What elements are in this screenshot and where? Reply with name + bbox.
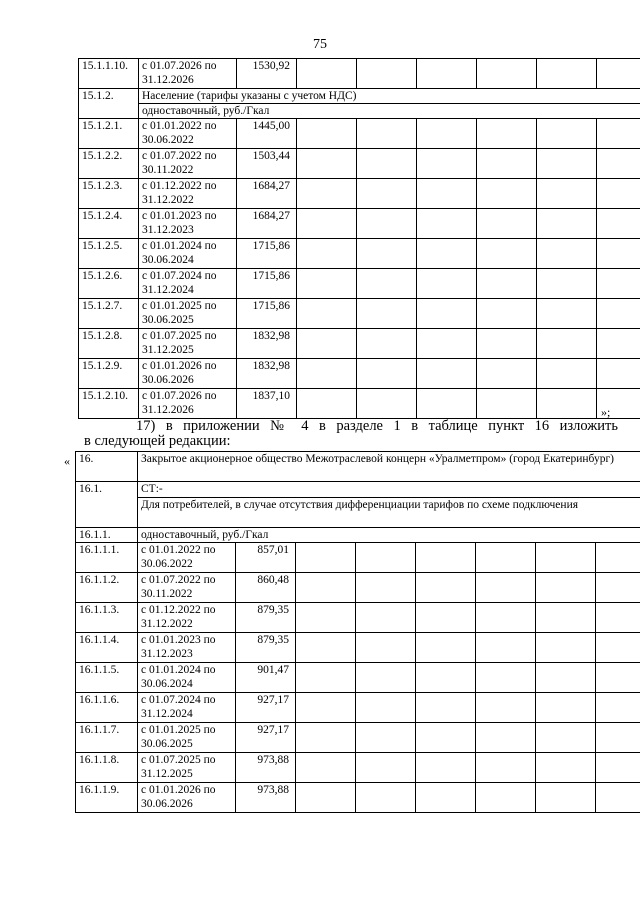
empty-cell: [297, 179, 357, 209]
table-row: [79, 359, 640, 389]
row-value: 1832,98: [237, 329, 297, 359]
table-row: [76, 543, 640, 573]
row-period: с 01.07.2025 по 31.12.2025: [138, 753, 236, 783]
sub-number: 16.1.1.: [76, 528, 138, 543]
empty-cell: [536, 663, 596, 693]
empty-cell: [296, 633, 356, 663]
row-period: с 01.07.2026 по 31.12.2026: [139, 389, 237, 419]
empty-cell: [357, 119, 417, 149]
table-row: [79, 119, 640, 149]
empty-cell: [416, 753, 476, 783]
row-number: 16.1.1.2.: [76, 573, 138, 603]
row-number: 16.1.1.6.: [76, 693, 138, 723]
empty-cell: [477, 119, 537, 149]
consumers-label: Для потребителей, в случае отсутствия дифференциации тарифов по схеме подключения: [138, 498, 640, 528]
empty-cell: [356, 783, 416, 813]
empty-cell: [356, 723, 416, 753]
empty-cell: [357, 269, 417, 299]
empty-cell: [297, 59, 357, 89]
empty-cell: [476, 573, 536, 603]
table-row: [76, 783, 640, 813]
row-number: 16.1.1.7.: [76, 723, 138, 753]
row-period: с 01.01.2026 по 30.06.2026: [139, 359, 237, 389]
row-period: с 01.01.2022 по 30.06.2022: [139, 119, 237, 149]
row-number: 15.1.2.9.: [79, 359, 139, 389]
empty-cell: [356, 663, 416, 693]
empty-cell: [596, 753, 640, 783]
row-period: с 01.01.2023 по 31.12.2023: [139, 209, 237, 239]
row-value: 879,35: [236, 633, 296, 663]
table-row: [76, 663, 640, 693]
tariff-table-16: [75, 451, 640, 813]
row-period: с 01.01.2022 по 30.06.2022: [138, 543, 236, 573]
row-period: с 01.12.2022 по 31.12.2022: [139, 179, 237, 209]
row-period: с 01.07.2022 по 30.11.2022: [138, 573, 236, 603]
empty-cell: [476, 693, 536, 723]
empty-cell: [476, 723, 536, 753]
table-row: [76, 693, 640, 723]
empty-cell: [296, 753, 356, 783]
empty-cell: [417, 149, 477, 179]
empty-cell: [356, 603, 416, 633]
empty-cell: [596, 633, 640, 663]
empty-cell: [597, 179, 640, 209]
empty-cell: [597, 149, 640, 179]
empty-cell: [417, 179, 477, 209]
row-number: 15.1.2.8.: [79, 329, 139, 359]
empty-cell: [537, 329, 597, 359]
empty-cell: [536, 543, 596, 573]
row-period: с 01.07.2024 по 31.12.2024: [138, 693, 236, 723]
empty-cell: [417, 239, 477, 269]
empty-cell: [296, 693, 356, 723]
row-number: 15.1.2.10.: [79, 389, 139, 419]
row-value: 1715,86: [237, 239, 297, 269]
empty-cell: [356, 693, 416, 723]
row-number: 16.1.1.4.: [76, 633, 138, 663]
empty-cell: [477, 299, 537, 329]
table-row: [76, 723, 640, 753]
closing-quote: »;: [601, 405, 611, 419]
row-number: 16.1.1.3.: [76, 603, 138, 633]
empty-cell: [296, 543, 356, 573]
empty-cell: [357, 359, 417, 389]
table-row: [76, 753, 640, 783]
row-value: 1715,86: [237, 269, 297, 299]
empty-cell: [476, 783, 536, 813]
empty-cell: [537, 269, 597, 299]
empty-cell: [596, 603, 640, 633]
st-number: 16.1.: [76, 482, 138, 528]
empty-cell: [416, 603, 476, 633]
row-value: 973,88: [236, 783, 296, 813]
empty-cell: [296, 723, 356, 753]
subheader-row: [79, 104, 640, 119]
row-value: 927,17: [236, 723, 296, 753]
empty-cell: [596, 543, 640, 573]
empty-cell: [477, 179, 537, 209]
amendment-paragraph: [84, 419, 618, 449]
empty-cell: [356, 573, 416, 603]
empty-cell: [417, 329, 477, 359]
empty-cell: [537, 59, 597, 89]
empty-cell: [477, 329, 537, 359]
table-row: [79, 299, 640, 329]
row-number: 16.1.1.9.: [76, 783, 138, 813]
empty-cell: [477, 359, 537, 389]
group-row: [79, 89, 640, 104]
row-number: 15.1.2.7.: [79, 299, 139, 329]
empty-cell: [477, 59, 537, 89]
empty-cell: [297, 269, 357, 299]
empty-cell: [296, 573, 356, 603]
row-value: 973,88: [236, 753, 296, 783]
row-value: 1837,10: [237, 389, 297, 419]
empty-cell: [477, 269, 537, 299]
row-number: 15.1.2.2.: [79, 149, 139, 179]
subheader-row: [76, 528, 640, 543]
row-number: 16.1.1.1.: [76, 543, 138, 573]
empty-cell: [596, 693, 640, 723]
empty-cell: [357, 149, 417, 179]
empty-cell: [297, 119, 357, 149]
empty-cell: [357, 389, 417, 419]
empty-cell: [596, 573, 640, 603]
row-period: с 01.07.2025 по 31.12.2025: [139, 329, 237, 359]
empty-cell: [536, 753, 596, 783]
row-period: с 01.12.2022 по 31.12.2022: [138, 603, 236, 633]
row-number: 15.1.2.1.: [79, 119, 139, 149]
empty-cell: [417, 389, 477, 419]
row-value: 901,47: [236, 663, 296, 693]
empty-cell: [297, 389, 357, 419]
subheader-label: одноставочный, руб./Гкал: [139, 104, 640, 119]
empty-cell: [477, 389, 537, 419]
table-row: [79, 389, 640, 419]
row-value: 857,01: [236, 543, 296, 573]
empty-cell: [537, 359, 597, 389]
row-period: с 01.07.2024 по 31.12.2024: [139, 269, 237, 299]
empty-cell: [536, 723, 596, 753]
empty-cell: [297, 299, 357, 329]
row-value: 1715,86: [237, 299, 297, 329]
empty-cell: [357, 239, 417, 269]
empty-cell: [536, 633, 596, 663]
empty-cell: [297, 209, 357, 239]
empty-cell: [356, 543, 416, 573]
empty-cell: [356, 753, 416, 783]
empty-cell: [536, 603, 596, 633]
table-row: [76, 573, 640, 603]
table-row: [79, 269, 640, 299]
empty-cell: [357, 299, 417, 329]
empty-cell: [356, 633, 416, 663]
row-period: с 01.07.2022 по 30.11.2022: [139, 149, 237, 179]
empty-cell: [597, 209, 640, 239]
opening-quote: «: [64, 454, 70, 468]
empty-cell: [477, 239, 537, 269]
empty-cell: [297, 359, 357, 389]
empty-cell: [476, 753, 536, 783]
paragraph-line-1: 17) в приложении № 4 в разделе 1 в таблице пункт 16 изложить: [136, 418, 618, 434]
empty-cell: [597, 269, 640, 299]
empty-cell: [416, 573, 476, 603]
empty-cell: [417, 269, 477, 299]
row-period: с 01.01.2025 по 30.06.2025: [139, 299, 237, 329]
row-value: 1530,92: [237, 59, 297, 89]
row-period: с 01.01.2025 по 30.06.2025: [138, 723, 236, 753]
row-value: 1684,27: [237, 209, 297, 239]
empty-cell: [416, 783, 476, 813]
empty-cell: [476, 603, 536, 633]
subheader-label: одноставочный, руб./Гкал: [138, 528, 640, 543]
empty-cell: [477, 209, 537, 239]
empty-cell: [297, 329, 357, 359]
empty-cell: [416, 543, 476, 573]
empty-cell: [296, 783, 356, 813]
empty-cell: [416, 633, 476, 663]
empty-cell: [416, 663, 476, 693]
row-period: с 01.01.2026 по 30.06.2026: [138, 783, 236, 813]
row-number: 15.1.2.3.: [79, 179, 139, 209]
empty-cell: [297, 239, 357, 269]
empty-cell: [296, 603, 356, 633]
table-row: [79, 59, 640, 89]
paragraph-line-2: в следующей редакции:: [84, 433, 231, 449]
empty-cell: [417, 359, 477, 389]
empty-cell: [476, 633, 536, 663]
empty-cell: [537, 209, 597, 239]
table-row: [79, 209, 640, 239]
row-number: 15.1.2.6.: [79, 269, 139, 299]
row-period: с 01.01.2023 по 31.12.2023: [138, 633, 236, 663]
empty-cell: [357, 329, 417, 359]
empty-cell: [597, 359, 640, 389]
table-row: [79, 329, 640, 359]
empty-cell: [536, 573, 596, 603]
row-value: 879,35: [236, 603, 296, 633]
row-period: с 01.01.2024 по 30.06.2024: [139, 239, 237, 269]
row-number: 15.1.2.4.: [79, 209, 139, 239]
row-value: 1684,27: [237, 179, 297, 209]
tariff-table-15: [78, 58, 640, 419]
empty-cell: [537, 299, 597, 329]
row-number: 15.1.1.10.: [79, 59, 139, 89]
empty-cell: [537, 239, 597, 269]
group-number: 15.1.2.: [79, 89, 139, 119]
empty-cell: [416, 693, 476, 723]
empty-cell: [357, 179, 417, 209]
empty-cell: [477, 149, 537, 179]
table-row: [79, 179, 640, 209]
empty-cell: [597, 329, 640, 359]
empty-cell: [596, 723, 640, 753]
row-number: 15.1.2.5.: [79, 239, 139, 269]
st-row: [76, 482, 640, 498]
empty-cell: [537, 389, 597, 419]
empty-cell: [597, 239, 640, 269]
empty-cell: [357, 209, 417, 239]
empty-cell: [297, 149, 357, 179]
row-number: 16.1.1.5.: [76, 663, 138, 693]
row-value: 1503,44: [237, 149, 297, 179]
row-period: с 01.01.2024 по 30.06.2024: [138, 663, 236, 693]
consumers-row: [76, 498, 640, 528]
empty-cell: [417, 59, 477, 89]
page-number: 75: [313, 37, 327, 52]
empty-cell: [536, 693, 596, 723]
group-label: Население (тарифы указаны с учетом НДС): [139, 89, 640, 104]
empty-cell: [536, 783, 596, 813]
table-row: [76, 633, 640, 663]
row-value: 860,48: [236, 573, 296, 603]
empty-cell: [537, 149, 597, 179]
empty-cell: [357, 59, 417, 89]
company-row: [76, 452, 640, 482]
table-row: [79, 239, 640, 269]
row-number: 16.1.1.8.: [76, 753, 138, 783]
empty-cell: [596, 663, 640, 693]
company-number: 16.: [76, 452, 138, 482]
st-label: СТ:-: [138, 482, 640, 498]
empty-cell: [476, 663, 536, 693]
empty-cell: [417, 299, 477, 329]
empty-cell: [596, 783, 640, 813]
row-period: с 01.07.2026 по 31.12.2026: [139, 59, 237, 89]
empty-cell: [597, 119, 640, 149]
row-value: 1832,98: [237, 359, 297, 389]
empty-cell: [597, 299, 640, 329]
company-name: Закрытое акционерное общество Межотраслевой концерн «Уралметпром» (город Екатеринбург): [138, 452, 640, 482]
table-row: [79, 149, 640, 179]
row-value: 1445,00: [237, 119, 297, 149]
table-row: [76, 603, 640, 633]
empty-cell: [417, 209, 477, 239]
empty-cell: [416, 723, 476, 753]
empty-cell: [476, 543, 536, 573]
row-value: 927,17: [236, 693, 296, 723]
empty-cell: [537, 119, 597, 149]
empty-cell: [537, 179, 597, 209]
empty-cell: [417, 119, 477, 149]
empty-cell: [597, 59, 640, 89]
empty-cell: [296, 663, 356, 693]
